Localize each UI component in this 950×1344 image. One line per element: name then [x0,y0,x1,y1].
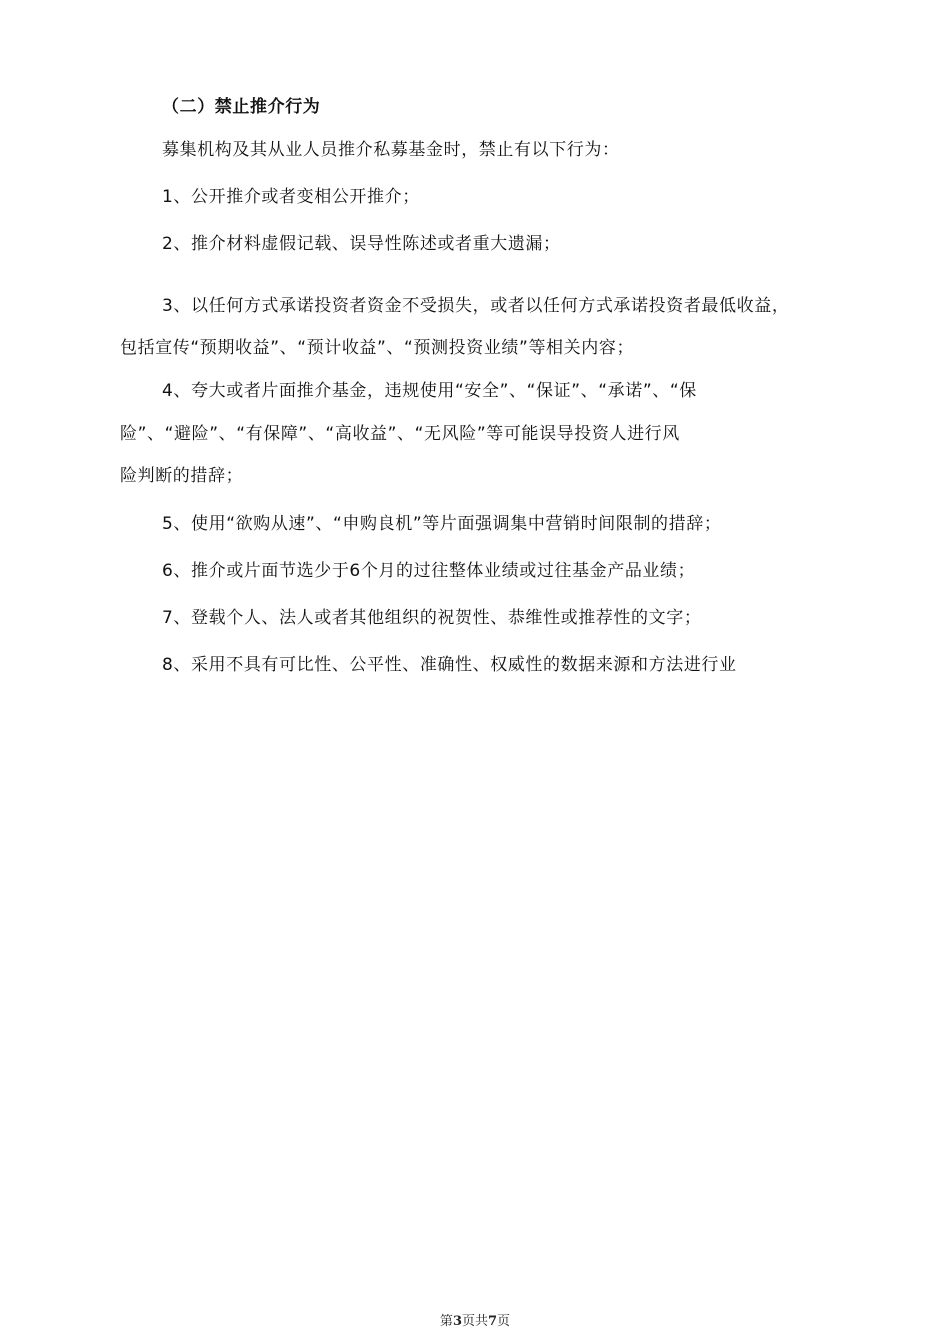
list-item-6: 6、推介或片面节选少于6个月的过往整体业绩或过往基金产品业绩； [162,561,696,581]
list-item-4-line-3: 险判断的措辞； [120,466,244,486]
section-heading: （二）禁止推介行为 [162,97,321,117]
page-footer [0,1313,950,1331]
list-item-3-line-2: 包括宣传“预期收益”、“预计收益”、“预测投资业绩”等相关内容； [120,338,635,358]
footer-suffix: 页 [497,1314,511,1329]
list-item-7: 7、登载个人、法人或者其他组织的祝贺性、恭维性或推荐性的文字； [162,608,702,628]
list-item-2: 2、推介材料虚假记载、误导性陈述或者重大遗漏； [162,234,561,254]
footer-middle: 页共 [461,1314,488,1329]
footer-page-number: 3 [452,1314,462,1329]
list-item-8: 8、采用不具有可比性、公平性、准确性、权威性的数据来源和方法进行业 [162,655,737,675]
list-item-4-line-2: 险”、“避险”、“有保障”、“高收益”、“无风险”等可能误导投资人进行风 [120,424,680,444]
list-item-5: 5、使用“欲购从速”、“申购良机”等片面强调集中营销时间限制的措辞； [162,514,722,534]
list-item-4-line-1: 4、夸大或者片面推介基金，违规使用“安全”、“保证”、“承诺”、“保 [162,381,697,401]
intro-paragraph: 募集机构及其从业人员推介私募基金时，禁止有以下行为： [162,140,620,160]
list-item-3-line-1: 3、以任何方式承诺投资者资金不受损失，或者以任何方式承诺投资者最低收益， [162,296,790,316]
footer-total-pages: 7 [488,1314,498,1329]
footer-prefix: 第 [439,1314,453,1329]
list-item-1: 1、公开推介或者变相公开推介； [162,187,420,207]
